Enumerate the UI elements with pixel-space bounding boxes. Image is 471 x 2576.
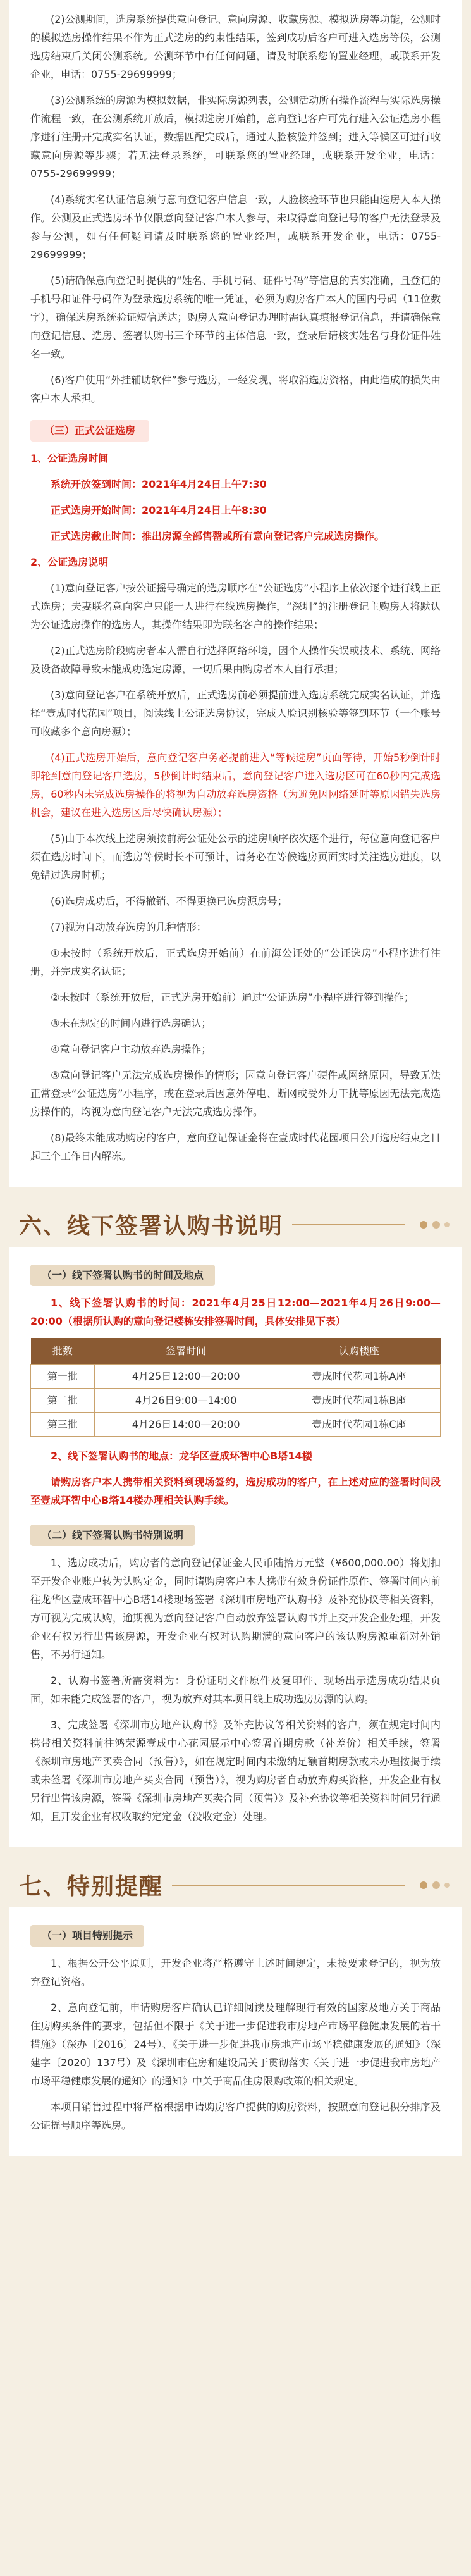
table-cell: 第二批	[31, 1389, 95, 1413]
table-cell: 4月26日14:00—20:00	[94, 1413, 278, 1437]
table-cell: 壹成时代花园1栋A座	[278, 1365, 440, 1389]
paragraph-highlight: (4)正式选房开始后，意向登记客户务必提前进入“等候选房”页面等待，开始5秒倒计时即轮到意向登记客户选房，5秒倒计时结束后，意向登记客户进入选房区可在60秒内完成选房，60秒内未完成选房操作的将视为自动放弃选房资格（为避免因网络延时等原因错失选房机会，建议在进入选房区后尽快确认房源）；	[30, 752, 441, 819]
paragraph: 2、意向登记前，申请购房客户确认已详细阅读及理解现行有效的国家及地方关于商品住房购买条件的要求，包括但不限于《关于进一步促进我市房地产市场平稳健康发展的若干措施》（深办〔2016〕24号）、《关于进一步促进我市房地产市场平稳健康发展的通知》（深建字〔2020〕137号）及《深圳市住房和建设局关于贯彻落实〈关于进一步促进我市房地产市场平稳健康发展的通知〉的通知》中关于商品住房限购政策的相关规定。	[30, 2002, 441, 2087]
section-six-title: 六、线下签署认购书说明	[19, 1213, 284, 1239]
divider	[292, 1224, 405, 1225]
paragraph: (1)意向登记客户按公证摇号确定的选房顺序在“公证选房”小程序上依次逐个进行线上正式选房；夫妻联名意向客户只能一人进行在线选房操作，“深圳”的注册登记主购房人将默认为公证选房操作的选房人，其操作结果即为联名客户的操作结果；	[30, 582, 441, 631]
signing-location-note: 请购房客户本人携带相关资料到现场签约，选房成功的客户，在上述对应的签署时间段至壹成环智中心B塔14楼办理相关认购手续。	[30, 1476, 441, 1506]
table-cell: 第一批	[31, 1365, 95, 1389]
table-header-row	[31, 1338, 441, 1365]
paragraph: (3)公测系统的房源为模拟数据，非实际房源列表，公测活动所有操作流程与实际选房操作流程一致，在公测系统开放后，模拟选房开始前，意向登记客户可先行进入公证选房小程序进行注册开完成实名认证，数据匹配完成后，通过人脸核验并签到；进入等候区可进行收藏意向房源等步骤；若无法登录系统，可联系您的置业经理，或联系开发企业，电话：0755-29699999；	[30, 94, 441, 180]
table-header: 批数	[31, 1338, 95, 1365]
table-row	[31, 1413, 441, 1437]
list-item: ①未按时（系统开放后，正式选房开始前）在前海公证处的“公证选房”小程序进行注册，并完成实名认证；	[30, 947, 441, 977]
formal-selection-heading: （三）正式公证选房	[30, 420, 149, 442]
section-seven-card	[9, 1907, 462, 2156]
paragraph: 1、根据公开公平原则，开发企业将严格遵守上述时间规定，未按要求登记的，视为放弃登记资格。	[30, 1957, 441, 1988]
sub-heading: （一）项目特别提示	[30, 1925, 144, 1947]
table-row	[31, 1365, 441, 1389]
paragraph: (4)系统实名认证信息须与意向登记客户信息一致，人脸核验环节也只能由选房人本人操作。公测及正式选房环节仅限意向登记客户本人参与，未取得意向登记号的客户无法登录及参与公测，如有任何疑问请及时联系您的置业经理，或联系开发企业，电话：0755-29699999；	[30, 194, 441, 261]
paragraph: (7)视为自动放弃选房的几种情形：	[51, 921, 207, 933]
section-six-header	[0, 1201, 471, 1247]
check-in-time: 系统开放签到时间：2021年4月24日上午7:30	[51, 478, 267, 490]
paragraph: (2)正式选房阶段购房者本人需自行选择网络环境，因个人操作失误或技术、系统、网络及设备故障导致未能成功选定房源，一切后果由购房者本人自行承担；	[30, 645, 441, 675]
paragraph: (3)意向登记客户在系统开放后，正式选房前必须提前进入选房系统完成实名认证，并选择“壹成时代花园”项目，阅读线上公证选房协议，完成人脸识别核验等签到环节（一个账号可收藏多个意向房源）；	[30, 689, 441, 738]
list-item: ②未按时（系统开放后，正式选房开始前）通过“公证选房”小程序进行签到操作；	[51, 991, 414, 1003]
paragraph: (6)客户使用“外挂辅助软件”参与选房，一经发现，将取消选房资格，由此造成的损失由客户本人承担。	[30, 374, 441, 404]
table-cell: 第三批	[31, 1413, 95, 1437]
sub-heading: （二）线下签署认购书特别说明	[30, 1525, 195, 1546]
table-cell: 4月25日12:00—20:00	[94, 1365, 278, 1389]
paragraph: 2、认购书签署所需资料为：身份证明文件原件及复印件、现场出示选房成功结果页面，如未能完成签署的客户，视为放弃对其本项目线上成功选房房源的认购。	[30, 1675, 441, 1705]
decoration-icon	[414, 1215, 452, 1234]
table-cell: 4月26日9:00—14:00	[94, 1389, 278, 1413]
selection-desc-title: 2、公证选房说明	[30, 556, 109, 568]
paragraph: 本项目销售过程中将严格根据申请购房客户提供的购房资料，按照意向登记积分排序及公证摇号顺序等选房。	[30, 2101, 441, 2131]
paragraph: (5)由于本次线上选房须按前海公证处公示的选房顺序依次逐个进行，每位意向登记客户须在选房时间下，而选房等候时长不可预计，请务必在等候选房页面实时关注选房进度，以免错过选房时机；	[30, 833, 441, 881]
section-seven-header	[0, 1861, 471, 1907]
paragraph: 3、完成签署《深圳市房地产认购书》及补充协议等相关资料的客户，须在规定时间内携带相关资料前往鸿荣源壹成中心花园展示中心签署首期房款（补差价）相关手续，签署《深圳市房地产买卖合同（预售）》，如在规定时间内未缴纳足额首期房款或未办理按揭手续或未签署《深圳市房地产买卖合同（预售）》，视为购房者自动放弃购买资格，开发企业有权另行出售该房源，签署《深圳市房地产买卖合同（预售）》及补充协议等相关资料时间另行通知，且开发企业有权收取约定定金（没收定金）处理。	[30, 1719, 441, 1823]
list-item: ⑤意向登记客户无法完成选房操作的情形；因意向登记客户硬件或网络原因，导致无法正常登录“公证选房”小程序，或在登录后因意外停电、断网或受外力干扰等原因无法完成选房操作的，均视为意向登记客户无法完成选房操作。	[30, 1069, 441, 1118]
list-item: ③未在规定的时间内进行选房确认；	[51, 1017, 212, 1029]
decoration-icon	[414, 1876, 452, 1895]
table-cell: 壹成时代花园1栋C座	[278, 1413, 440, 1437]
table-header: 签署时间	[94, 1338, 278, 1365]
table-cell: 壹成时代花园1栋B座	[278, 1389, 440, 1413]
table-header: 认购楼座	[278, 1338, 440, 1365]
section-six-card	[9, 1247, 462, 1847]
start-time: 正式选房开始时间：2021年4月24日上午8:30	[51, 504, 267, 516]
paragraph: (2)公测期间，选房系统提供意向登记、意向房源、收藏房源、模拟选房等功能，公测时的模拟选房操作结果不作为正式选房的约束性结果，签到成功后客户可进入选房等候，公测选房结束后关闭公测系统。公测环节中有任何问题，请及时联系您的置业经理，或联系开发企业，电话：0755-29699999；	[30, 13, 441, 80]
paragraph: 1、选房成功后，购房者的意向登记保证金人民币陆拾万元整（¥600,000.00）将划扣至开发企业账户转为认购定金，同时请购房客户本人携带有效身份证件原件、签署时间内前往龙华区壹成环智中心B塔14楼现场签署《深圳市房地产认购书》及补充协议等相关资料，方可视为完成认购，逾期视为意向登记客户自动放弃签署认购书并上交开发企业处理，开发企业有权另行出售该房源，开发企业有权对认购期满的意向客户的该认购房源重新对外销售，不另行通知。	[30, 1557, 441, 1661]
section-five-tail-card	[9, 0, 462, 1187]
divider	[172, 1885, 405, 1886]
end-time: 正式选房截止时间：推出房源全部售罄或所有意向登记客户完成选房操作。	[51, 530, 385, 542]
paragraph: (8)最终未能成功购房的客户，意向登记保证金将在壹成时代花园项目公开选房结束之日起三个工作日内解冻。	[30, 1132, 441, 1162]
selection-time-title: 1、公证选房时间	[30, 452, 109, 464]
signing-location: 2、线下签署认购书的地点：龙华区壹成环智中心B塔14楼	[51, 1450, 312, 1462]
paragraph: (6)选房成功后，不得撤销、不得更换已选房源房号；	[51, 895, 288, 907]
list-item: ④意向登记客户主动放弃选房操作；	[51, 1043, 212, 1055]
table-row	[31, 1389, 441, 1413]
signing-schedule-table	[30, 1338, 441, 1437]
signing-time: 1、线下签署认购书的时间：2021年4月25日12:00—2021年4月26日9:00—20:00（根据所认购的意向登记楼栋安排签署时间，具体安排见下表）	[30, 1297, 441, 1327]
section-seven-title: 七、特别提醒	[19, 1874, 164, 1900]
sub-heading: （一）线下签署认购书的时间及地点	[30, 1265, 215, 1286]
paragraph: (5)请确保意向登记时提供的“姓名、手机号码、证件号码”等信息的真实准确，且登记的手机号和证件号码作为登录选房系统的唯一凭证，必须为购房客户本人的国内号码（11位数字），确保选房系统验证短信送达；购房人意向登记办理时需认真填报登记信息，并请确保意向登记信息、选房、签署认购书三个环节的主体信息一致，登录后请核实姓名与身份证件姓名一致。	[30, 275, 441, 360]
